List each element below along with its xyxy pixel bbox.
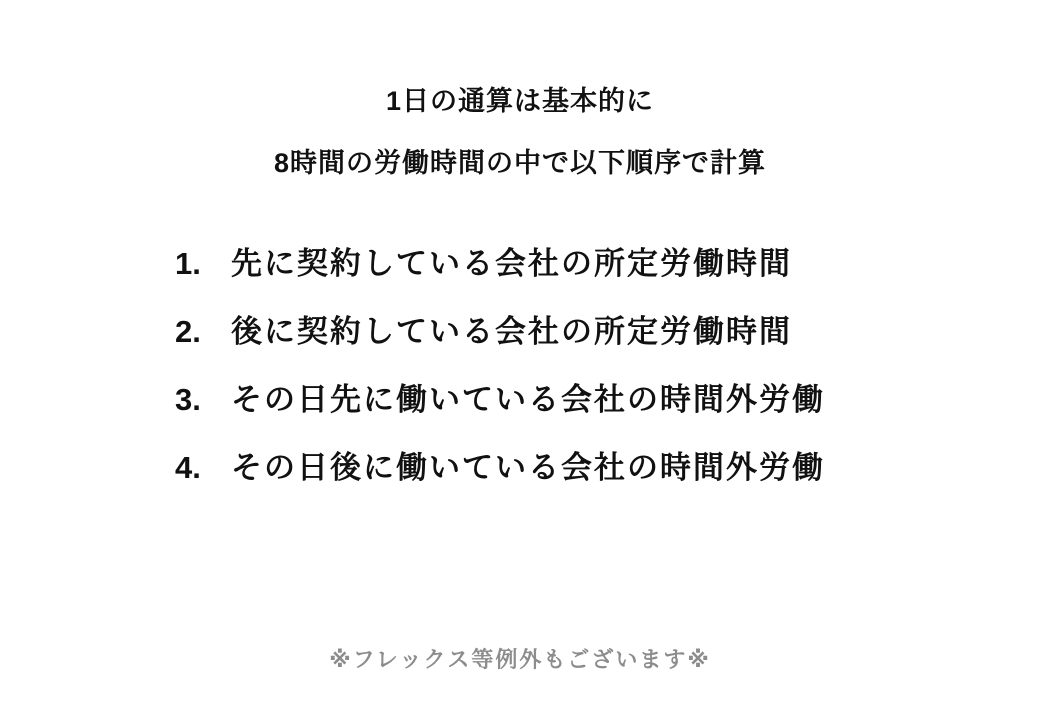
list-item-text: 先に契約している会社の所定労働時間: [231, 246, 792, 281]
list-item: [175, 315, 825, 349]
ordered-list: [175, 247, 825, 485]
title-line-2: 8時間の労働時間の中で以下順序で計算: [273, 148, 766, 178]
list-item-text: 後に契約している会社の所定労働時間: [231, 314, 792, 349]
list-item-number: 2.: [175, 314, 201, 349]
list-item-text: その日先に働いている会社の時間外労働: [231, 382, 825, 417]
footnote: ※フレックス等例外もございます※: [329, 647, 711, 672]
list-item-number: 3.: [175, 382, 201, 417]
slide-title: [0, 84, 1040, 180]
list-item-number: 4.: [175, 450, 201, 485]
list-item: [175, 383, 825, 417]
list-item-text: その日後に働いている会社の時間外労働: [231, 450, 825, 485]
list-item-number: 1.: [175, 246, 201, 281]
list-item: [175, 247, 825, 281]
title-line-1: 1日の通算は基本的に: [385, 86, 655, 116]
list-item: [175, 451, 825, 485]
